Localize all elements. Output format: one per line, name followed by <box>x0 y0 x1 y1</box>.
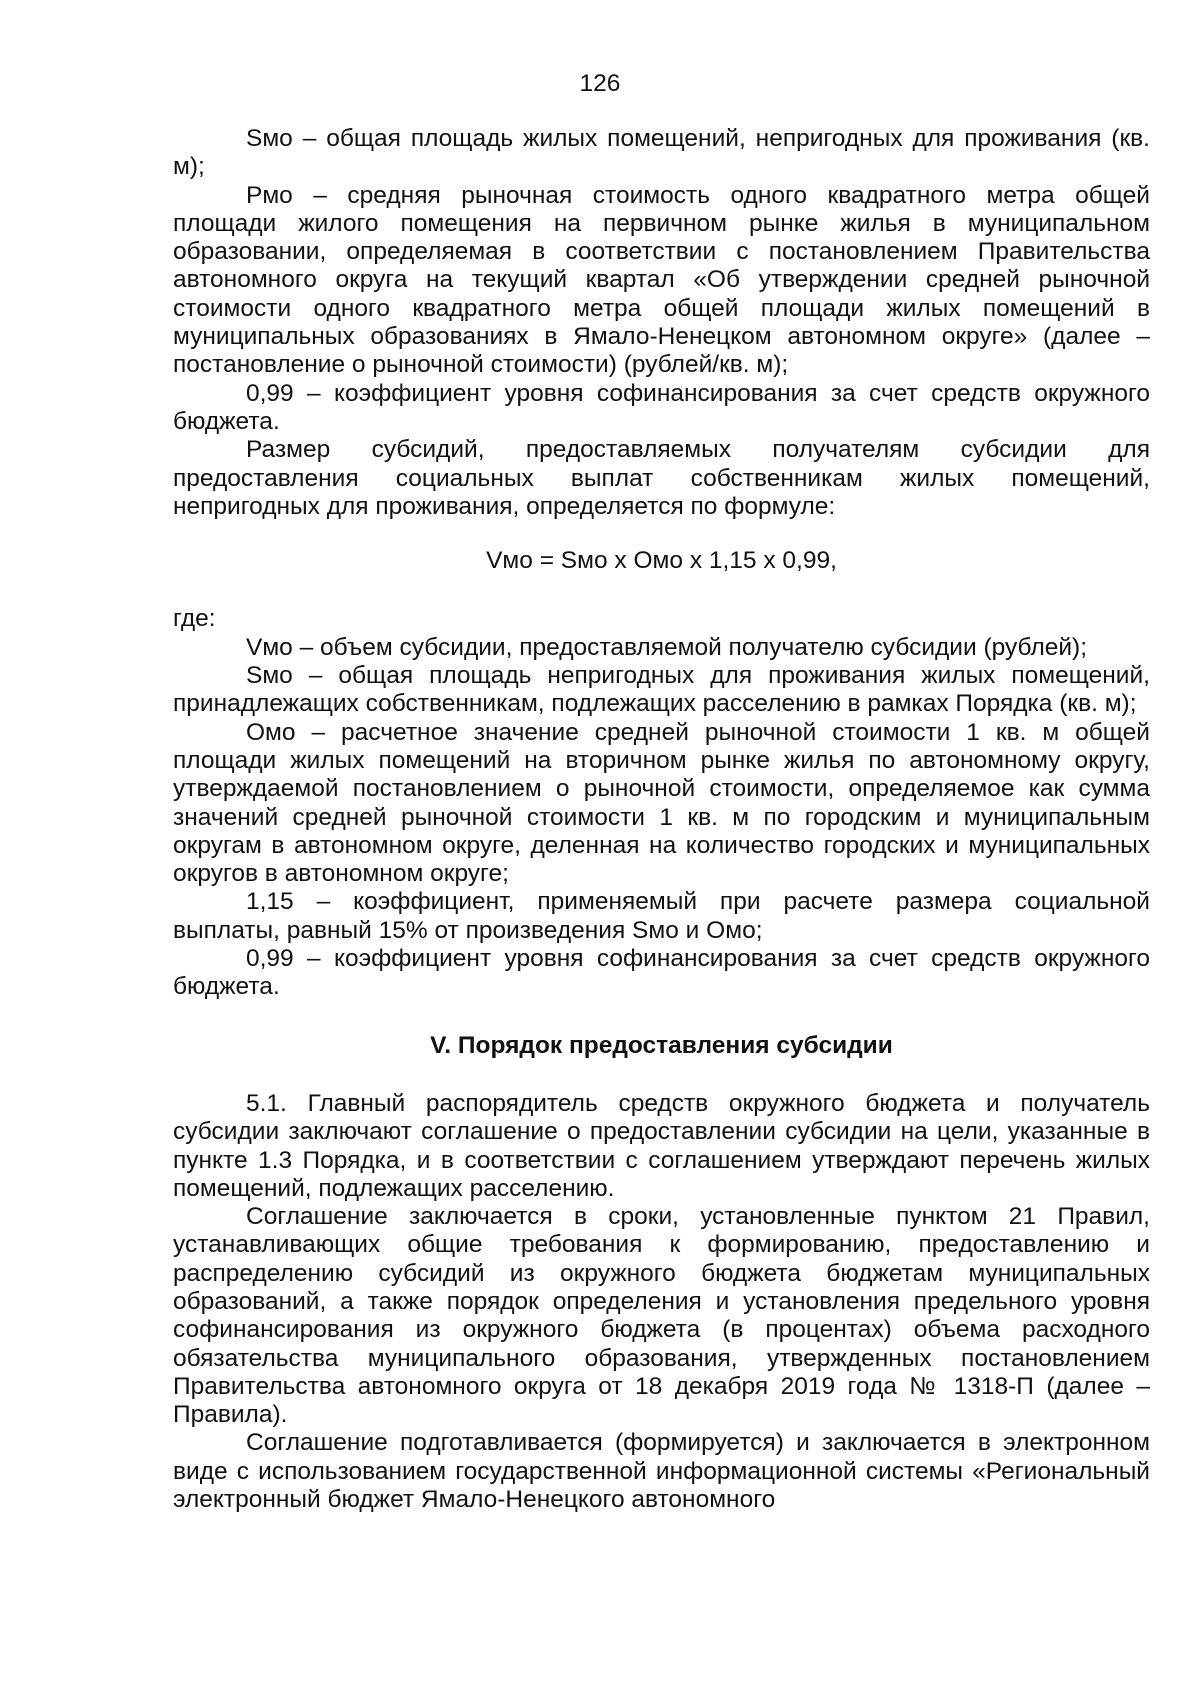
definition-coefficient-115: 1,15 – коэффициент, применяемый при расчете размера социальной выплаты, равный 15% от произведения Sмо и Омо; <box>173 888 1150 944</box>
section-heading: V. Порядок предоставления субсидии <box>430 1031 893 1059</box>
definition-p-mo: Pмо – средняя рыночная стоимость одного квадратного метра общей площади жилого помещения на первичном рынке жилья в муниципальном образовании, определяемая в соответствии с постановлением Правительства автономного округа на текущий квартал «Об утверждении средней рыночной стоимости одного квадратного метра общей площади жилых помещений в муниципальных образованиях в Ямало-Ненецком автономном округе» (далее – постановление о рыночной стоимости) (рублей/кв. м); <box>173 181 1150 379</box>
clause-5-1: 5.1. Главный распорядитель средств окружного бюджета и получатель субсидии заключают соглашение о предоставлении субсидии на цели, указанные в пункте 1.3 Порядка, и в соответствии с соглашением утверждают перечень жилых помещений, подлежащих расселению. <box>173 1089 1150 1202</box>
subsidy-formula: Vмо = Sмо х Омо х 1,15 х 0,99, <box>486 547 837 575</box>
definition-s-mo: Sмо – общая площадь жилых помещений, непригодных для проживания (кв. м); <box>173 125 1150 181</box>
definition-coefficient-099-2: 0,99 – коэффициент уровня софинансирования за счет средств окружного бюджета. <box>173 945 1150 1001</box>
page-number: 126 <box>579 70 621 97</box>
where-label: где: <box>173 605 216 633</box>
definition-s-mo-2: Sмо – общая площадь непригодных для проживания жилых помещений, принадлежащих собственникам, подлежащих расселению в рамках Порядка (кв. м); <box>173 662 1150 718</box>
definition-v-mo: Vмо – объем субсидии, предоставляемой получателю субсидии (рублей); <box>246 633 1088 661</box>
document-body <box>173 125 1150 1514</box>
subsidy-size-paragraph: Размер субсидий, предоставляемых получателям субсидии для предоставления социальных выплат собственникам жилых помещений, непригодных для проживания, определяется по формуле: <box>173 436 1150 520</box>
agreement-electronic-paragraph: Соглашение подготавливается (формируется) и заключается в электронном виде с использованием государственной информационной системы «Региональный электронный бюджет Ямало-Ненецкого автономного <box>173 1429 1150 1514</box>
definition-coefficient-099: 0,99 – коэффициент уровня софинансирования за счет средств окружного бюджета. <box>173 379 1150 435</box>
definition-o-mo: Омо – расчетное значение средней рыночной стоимости 1 кв. м общей площади жилых помещений на вторичном рынке жилья по автономному округу, утверждаемой постановлением о рыночной стоимости, определяемое как сумма значений средней рыночной стоимости 1 кв. м по городским и муниципальным округам в автономном округе, деленная на количество городских и муниципальных округов в автономном округе; <box>173 718 1150 888</box>
agreement-terms-paragraph: Соглашение заключается в сроки, установленные пунктом 21 Правил, устанавливающих общие требования к формированию, предоставлению и распределению субсидий из окружного бюджета бюджетам муниципальных образований, а также порядок определения и установления предельного уровня софинансирования из окружного бюджета (в процентах) объема расходного обязательства муниципального образования, утвержденных постановлением Правительства автономного округа от 18 декабря 2019 года № 1318-П (далее – Правила). <box>173 1203 1150 1429</box>
